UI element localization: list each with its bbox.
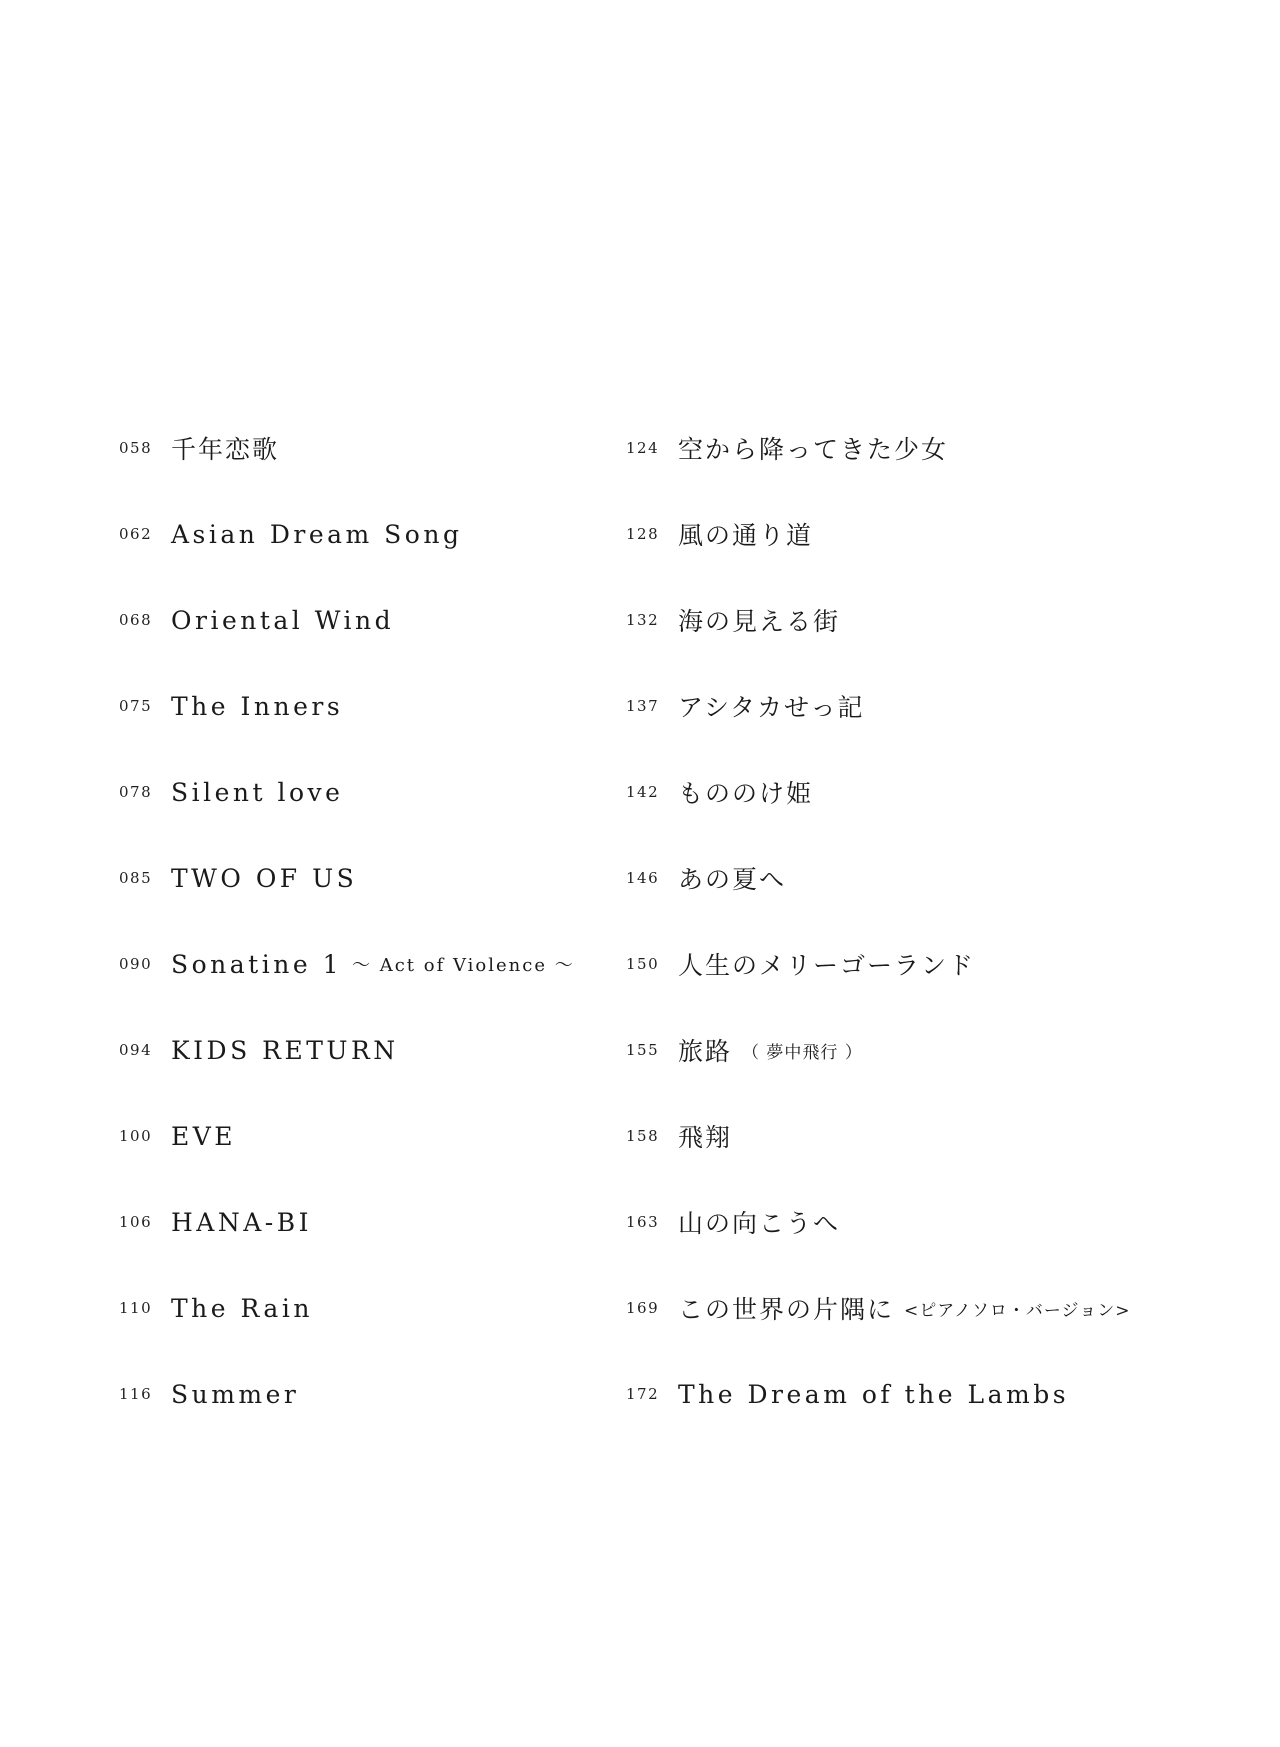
- page-number: 058: [119, 439, 153, 457]
- page-number: 146: [626, 869, 660, 887]
- toc-entry[interactable]: [626, 1265, 1246, 1351]
- toc-entry[interactable]: [119, 749, 679, 835]
- song-title: 山の向こうへ: [678, 1209, 841, 1238]
- page-number: 090: [119, 955, 153, 973]
- toc-entry[interactable]: [626, 1093, 1246, 1179]
- toc-entry[interactable]: [626, 749, 1246, 835]
- song-title: KIDS RETURN: [171, 1035, 399, 1065]
- song-title: Summer: [171, 1379, 300, 1409]
- song-title: 風の通り道: [678, 521, 814, 550]
- page-number: 155: [626, 1041, 660, 1059]
- page-number: 116: [119, 1385, 153, 1403]
- song-title: 旅路: [678, 1037, 733, 1066]
- page-number: 085: [119, 869, 153, 887]
- toc-entry[interactable]: [626, 663, 1246, 749]
- toc-entry[interactable]: [626, 921, 1246, 1007]
- song-title: 飛翔: [678, 1123, 733, 1152]
- toc-entry[interactable]: [626, 1351, 1246, 1437]
- page-number: 169: [626, 1299, 660, 1317]
- page-number: 142: [626, 783, 660, 801]
- song-title: もののけ姫: [678, 779, 814, 808]
- song-title: Oriental Wind: [171, 605, 395, 635]
- toc-right-column: [626, 405, 1246, 1437]
- page-number: 100: [119, 1127, 153, 1145]
- toc-entry[interactable]: [119, 663, 679, 749]
- song-subtitle: <ピアノソロ・バージョン>: [904, 1300, 1131, 1321]
- page-number: 132: [626, 611, 660, 629]
- page-number: 106: [119, 1213, 153, 1231]
- page-number: 163: [626, 1213, 660, 1231]
- song-title: 海の見える街: [678, 607, 841, 636]
- page-number: 110: [119, 1299, 153, 1317]
- page-number: 158: [626, 1127, 660, 1145]
- toc-entry[interactable]: [119, 1007, 679, 1093]
- toc-entry[interactable]: [119, 1179, 679, 1265]
- page-number: 068: [119, 611, 153, 629]
- page-number: 128: [626, 525, 660, 543]
- toc-entry[interactable]: [626, 835, 1246, 921]
- song-title: HANA-BI: [171, 1207, 312, 1237]
- toc-entry[interactable]: [626, 577, 1246, 663]
- toc-entry[interactable]: [626, 405, 1246, 491]
- song-title: EVE: [171, 1121, 237, 1151]
- page-number: 075: [119, 697, 153, 715]
- toc-entry[interactable]: [119, 835, 679, 921]
- toc-entry[interactable]: [119, 405, 679, 491]
- song-subtitle: （ 夢中飛行 ）: [742, 1042, 863, 1063]
- song-title: Asian Dream Song: [171, 519, 463, 549]
- song-title: TWO OF US: [171, 863, 358, 893]
- song-title: Sonatine 1: [171, 949, 342, 979]
- song-title: Silent love: [171, 777, 344, 807]
- toc-entry[interactable]: [626, 1179, 1246, 1265]
- song-title: この世界の片隅に: [678, 1295, 895, 1324]
- toc-entry[interactable]: [626, 1007, 1246, 1093]
- toc-entry[interactable]: [119, 577, 679, 663]
- song-title: アシタカせっ記: [678, 693, 865, 722]
- page-number: 124: [626, 439, 660, 457]
- toc-entry[interactable]: [626, 491, 1246, 577]
- page-number: 137: [626, 697, 660, 715]
- song-title: 千年恋歌: [171, 435, 280, 464]
- song-title: 空から降ってきた少女: [678, 435, 949, 464]
- song-title: The Inners: [171, 691, 344, 721]
- page-number: 078: [119, 783, 153, 801]
- page-number: 062: [119, 525, 153, 543]
- toc-entry[interactable]: [119, 921, 679, 1007]
- toc-entry[interactable]: [119, 1093, 679, 1179]
- toc-entry[interactable]: [119, 1265, 679, 1351]
- song-title: 人生のメリーゴーランド: [678, 951, 976, 980]
- song-title: あの夏へ: [678, 865, 787, 894]
- toc-left-column: [119, 405, 679, 1437]
- song-title: The Rain: [171, 1293, 313, 1323]
- page-number: 172: [626, 1385, 660, 1403]
- page-number: 150: [626, 955, 660, 973]
- page-number: 094: [119, 1041, 153, 1059]
- toc-entry[interactable]: [119, 491, 679, 577]
- toc-entry[interactable]: [119, 1351, 679, 1437]
- song-title: The Dream of the Lambs: [678, 1379, 1070, 1409]
- song-subtitle: ～ Act of Violence ～: [351, 955, 575, 976]
